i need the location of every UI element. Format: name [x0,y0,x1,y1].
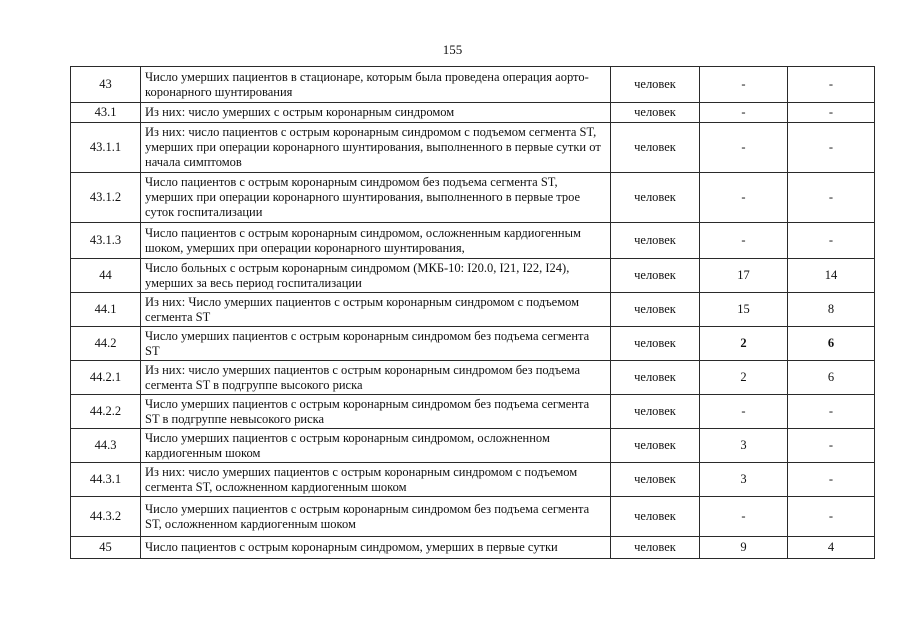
row-code-cell: 43.1 [71,103,141,123]
row-description-cell: Из них: число пациентов с острым коронарным синдромом с подъемом сегмента ST, умерших при операции коронарного шунтирования, выполненного в первые сутки от начала симптомов [141,123,611,173]
row-description-cell: Из них: число умерших пациентов с острым коронарным синдромом без подъема сегмента ST в подгруппе высокого риска [141,361,611,395]
row-value-1-cell: 3 [700,429,788,463]
row-unit-cell: человек [611,463,700,497]
row-value-2-cell: - [788,395,875,429]
table-row [71,395,875,429]
row-description-cell: Число больных с острым коронарным синдромом (МКБ-10: I20.0, I21, I22, I24), умерших за весь период госпитализации [141,259,611,293]
report-table-body [71,67,875,559]
row-value-1-cell: - [700,123,788,173]
row-code-cell: 44.1 [71,293,141,327]
row-code-cell: 44.3.2 [71,497,141,537]
row-description-cell: Число пациентов с острым коронарным синдромом, умерших в первые сутки [141,537,611,559]
row-value-1-cell: - [700,173,788,223]
row-value-2-cell: - [788,429,875,463]
table-row [71,173,875,223]
row-code-cell: 45 [71,537,141,559]
row-value-1-cell: - [700,223,788,259]
row-description-cell: Число умерших пациентов с острым коронарным синдромом без подъема сегмента ST, осложненном кардиогенным шоком [141,497,611,537]
row-value-2-cell: - [788,103,875,123]
report-table [70,66,875,559]
row-description-cell: Из них: Число умерших пациентов с острым коронарным синдромом с подъемом сегмента ST [141,293,611,327]
row-code-cell: 44.3.1 [71,463,141,497]
row-code-cell: 43.1.2 [71,173,141,223]
row-value-1-cell: 9 [700,537,788,559]
row-value-1-cell: - [700,103,788,123]
row-description-cell: Число умерших пациентов в стационаре, которым была проведена операция аорто-коронарного шунтирования [141,67,611,103]
row-code-cell: 44 [71,259,141,293]
row-unit-cell: человек [611,429,700,463]
row-value-1-cell: 15 [700,293,788,327]
row-code-cell: 43 [71,67,141,103]
row-description-cell: Число умерших пациентов с острым коронарным синдромом без подъема сегмента ST [141,327,611,361]
row-value-2-cell: - [788,173,875,223]
row-value-1-cell: 17 [700,259,788,293]
row-value-1-cell: 3 [700,463,788,497]
row-description-cell: Число умерших пациентов с острым коронарным синдромом без подъема сегмента ST в подгруппе невысокого риска [141,395,611,429]
row-code-cell: 43.1.3 [71,223,141,259]
row-value-2-cell: 6 [788,327,875,361]
page-number: 155 [442,42,463,57]
row-unit-cell: человек [611,67,700,103]
row-value-1-cell: 2 [700,327,788,361]
row-value-1-cell: - [700,395,788,429]
row-value-1-cell: - [700,497,788,537]
row-value-1-cell: - [700,67,788,103]
row-description-cell: Число пациентов с острым коронарным синдромом без подъема сегмента ST, умерших при операции коронарного шунтирования, выполненного в первые трое суток госпитализации [141,173,611,223]
table-row [71,537,875,559]
row-code-cell: 44.2.2 [71,395,141,429]
table-row [71,327,875,361]
row-unit-cell: человек [611,223,700,259]
row-unit-cell: человек [611,537,700,559]
table-row [71,361,875,395]
row-value-2-cell: - [788,463,875,497]
row-unit-cell: человек [611,123,700,173]
table-row [71,293,875,327]
table-row [71,103,875,123]
row-unit-cell: человек [611,103,700,123]
row-value-2-cell: 8 [788,293,875,327]
row-value-2-cell: - [788,67,875,103]
table-row [71,67,875,103]
row-value-2-cell: - [788,497,875,537]
row-description-cell: Число умерших пациентов с острым коронарным синдромом, осложненном кардиогенным шоком [141,429,611,463]
row-value-2-cell: - [788,223,875,259]
row-unit-cell: человек [611,259,700,293]
row-unit-cell: человек [611,497,700,537]
row-code-cell: 43.1.1 [71,123,141,173]
table-row [71,123,875,173]
table-row [71,223,875,259]
row-unit-cell: человек [611,361,700,395]
row-code-cell: 44.2.1 [71,361,141,395]
row-description-cell: Число пациентов с острым коронарным синдромом, осложненным кардиогенным шоком, умерших при операции коронарного шунтирования, [141,223,611,259]
row-value-2-cell: 14 [788,259,875,293]
table-row [71,463,875,497]
row-value-2-cell: 6 [788,361,875,395]
row-unit-cell: человек [611,395,700,429]
table-row [71,429,875,463]
table-row [71,259,875,293]
row-code-cell: 44.2 [71,327,141,361]
row-description-cell: Из них: число умерших пациентов с острым коронарным синдромом с подъемом сегмента ST, осложненном кардиогенным шоком [141,463,611,497]
row-value-1-cell: 2 [700,361,788,395]
row-code-cell: 44.3 [71,429,141,463]
row-unit-cell: человек [611,327,700,361]
row-value-2-cell: - [788,123,875,173]
row-unit-cell: человек [611,293,700,327]
row-unit-cell: человек [611,173,700,223]
table-row [71,497,875,537]
row-value-2-cell: 4 [788,537,875,559]
row-description-cell: Из них: число умерших с острым коронарным синдромом [141,103,611,123]
